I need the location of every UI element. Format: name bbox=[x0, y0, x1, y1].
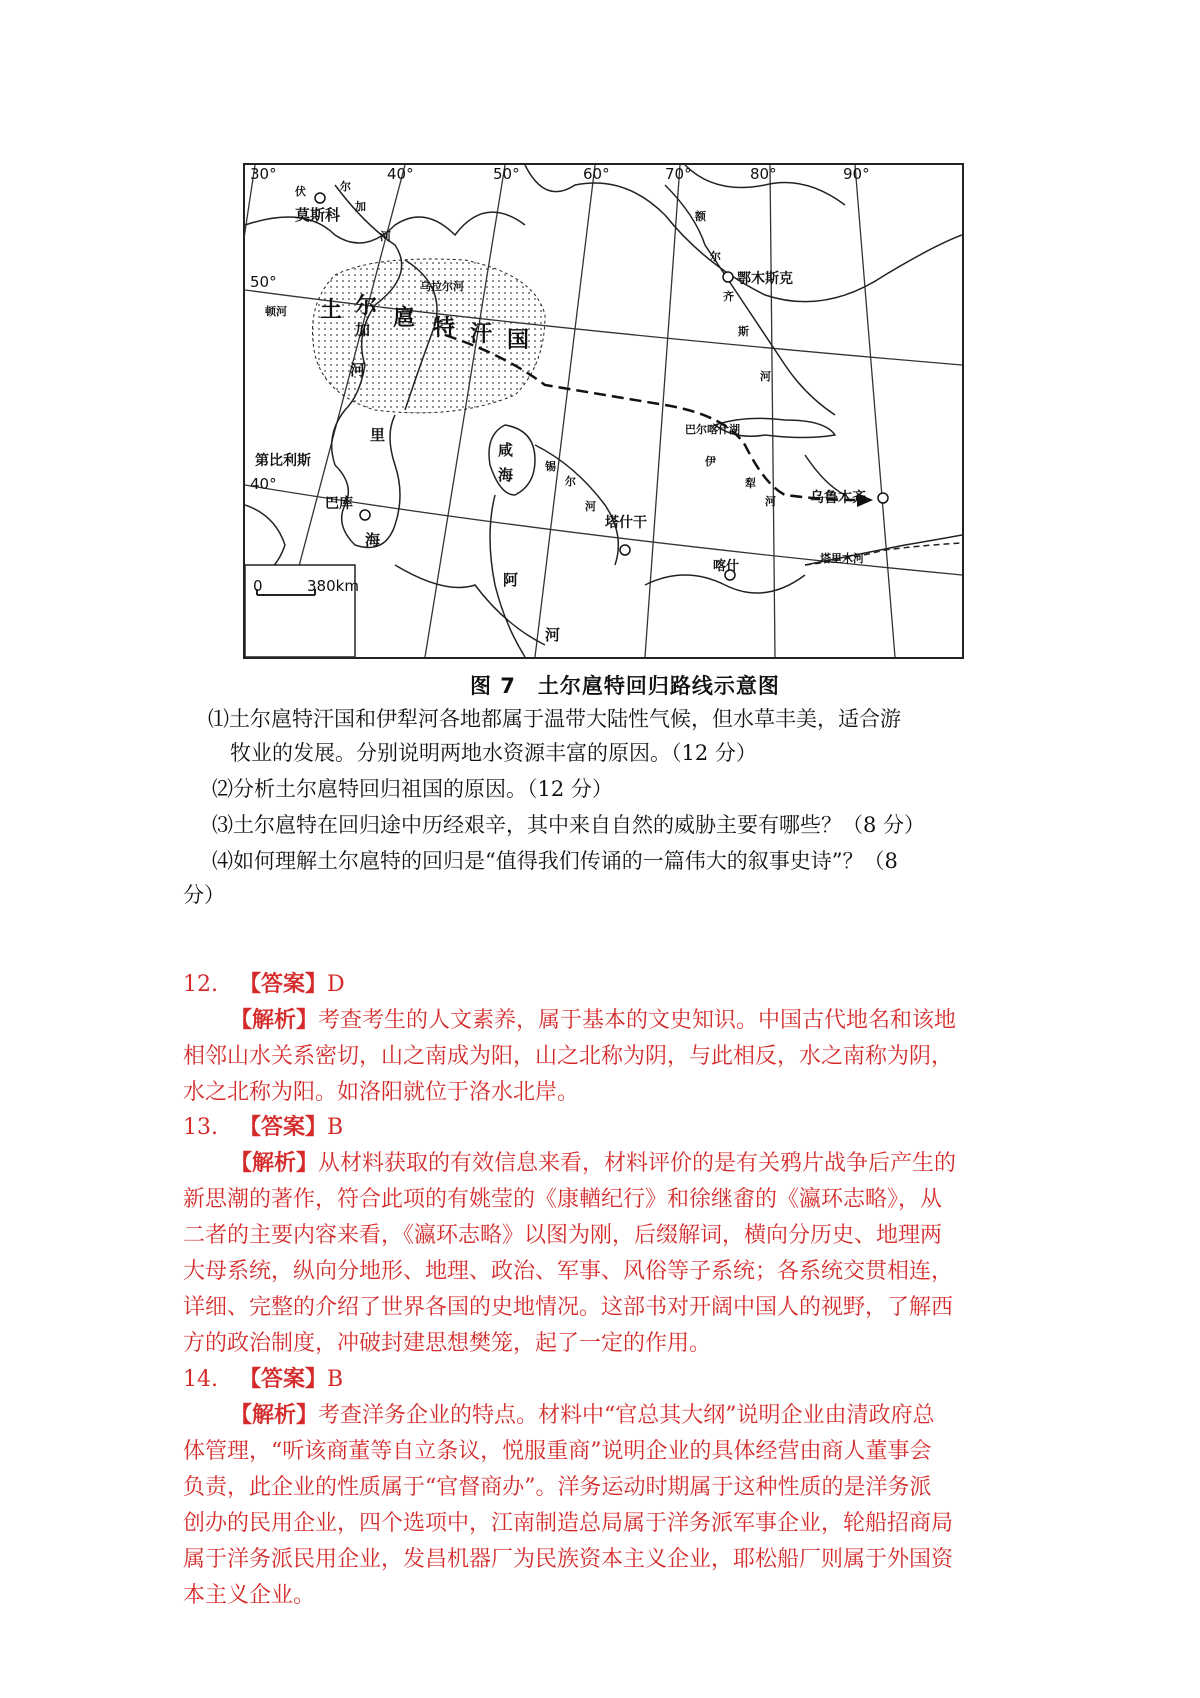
amu-char-2: 河 bbox=[545, 626, 561, 644]
figure-caption: 图 7 土尔扈特回归路线示意图 bbox=[470, 674, 780, 698]
region-char-5: 汗 bbox=[470, 322, 493, 347]
analysis-14-line-1: 【解析】考查洋务企业的特点。材料中“官总其大纲”说明企业由清政府总 bbox=[230, 1402, 935, 1428]
region-char-3: 扈 bbox=[393, 306, 416, 331]
answer-13-tag: 【答案】 bbox=[238, 1114, 327, 1140]
lat-50: 50° bbox=[250, 273, 277, 291]
lon-90: 90° bbox=[843, 165, 870, 183]
volga-lower-char-1: 加 bbox=[355, 321, 371, 339]
irtysh-char-5: 河 bbox=[760, 370, 771, 383]
ili-char-2: 犁 bbox=[745, 477, 756, 490]
answer-12-header bbox=[183, 967, 345, 1002]
region-char-4: 特 bbox=[433, 316, 456, 341]
aral-char-1: 咸 bbox=[498, 441, 514, 459]
analysis-13-line-2: 新思潮的著作，符合此项的有姚莹的《康輶纪行》和徐继畬的《瀛环志略》，从 bbox=[183, 1187, 943, 1212]
analysis-12-line-1: 【解析】考查考生的人文素养，属于基本的文史知识。中国古代地名和该地 bbox=[230, 1007, 957, 1033]
answer-12-num: 12. bbox=[183, 972, 218, 997]
analysis-13-tag: 【解析】 bbox=[230, 1150, 319, 1176]
region-char-2: 尔 bbox=[355, 294, 378, 319]
question-3: ⑶土尔扈特在回归途中历经艰辛，其中来自自然的威胁主要有哪些？（8 分） bbox=[212, 813, 926, 837]
label-urumqi: 乌鲁木齐 bbox=[810, 490, 866, 506]
answer-12-tag: 【答案】 bbox=[238, 971, 327, 997]
irtysh-char-4: 斯 bbox=[738, 325, 749, 338]
answer-14-header bbox=[183, 1362, 343, 1397]
region-char-6: 国 bbox=[507, 328, 530, 353]
lon-80: 80° bbox=[750, 165, 777, 183]
analysis-12-line-3: 水之北称为阳。如洛阳就位于洛水北岸。 bbox=[183, 1080, 580, 1105]
analysis-14-line-6: 本主义企业。 bbox=[183, 1583, 316, 1608]
label-moscow: 莫斯科 bbox=[295, 206, 341, 224]
question-1-line-1: ⑴土尔扈特汗国和伊犁河各地都属于温带大陆性气候，但水草丰美，适合游 bbox=[208, 707, 901, 731]
lon-40: 40° bbox=[387, 165, 414, 183]
caspian-char-2: 海 bbox=[365, 531, 381, 549]
analysis-14-line-4: 创办的民用企业，四个选项中，江南制造总局属于洋务派军事企业，轮船招商局 bbox=[183, 1511, 954, 1536]
ural-label: 乌拉尔河 bbox=[420, 280, 464, 293]
answer-13-value: B bbox=[327, 1115, 344, 1140]
analysis-13-line-3: 二者的主要内容来看，《瀛环志略》以图为刚，后缀解词，横向分历史、地理两 bbox=[183, 1223, 943, 1248]
answer-14-value: B bbox=[327, 1367, 344, 1392]
analysis-14-tag: 【解析】 bbox=[230, 1402, 319, 1428]
aral-char-2: 海 bbox=[498, 466, 514, 484]
analysis-13-line-4: 大母系统，纵向分地形、地理、政治、军事、风俗等子系统；各系统交贯相连， bbox=[183, 1259, 954, 1284]
volga-char-3: 加 bbox=[355, 200, 366, 213]
volga-char-2: 尔 bbox=[340, 180, 351, 193]
question-4-line-2: 分） bbox=[183, 883, 225, 907]
syr-char-1: 锡 bbox=[545, 460, 556, 473]
question-1-line-2: 牧业的发展。分别说明两地水资源丰富的原因。（12 分） bbox=[230, 741, 757, 765]
analysis-14-line-5: 属于洋务派民用企业，发昌机器厂为民族资本主义企业，耶松船厂则属于外国资 bbox=[183, 1547, 954, 1572]
balkhash-label: 巴尔喀什湖 bbox=[685, 423, 740, 436]
ili-char-1: 伊 bbox=[705, 455, 716, 468]
analysis-13-line-6: 方的政治制度，冲破封建思想樊笼，起了一定的作用。 bbox=[183, 1331, 712, 1356]
volga-char-4: 河 bbox=[380, 230, 391, 243]
irtysh-char-2: 尔 bbox=[710, 250, 721, 263]
question-2: ⑵分析土尔扈特回归祖国的原因。（12 分） bbox=[212, 777, 613, 801]
volga-char-1: 伏 bbox=[295, 185, 306, 198]
answer-13-header bbox=[183, 1110, 343, 1145]
label-kashgar: 喀什 bbox=[713, 559, 740, 574]
label-tbilisi: 第比利斯 bbox=[255, 453, 311, 469]
don-label: 顿河 bbox=[265, 305, 287, 318]
label-baku: 巴库 bbox=[325, 496, 353, 512]
irtysh-char-3: 齐 bbox=[723, 290, 734, 303]
scale-zero: 0 bbox=[253, 577, 263, 595]
answer-12-value: D bbox=[327, 972, 345, 997]
analysis-14-line-3: 负责，此企业的性质属于“官督商办”。洋务运动时期属于这种性质的是洋务派 bbox=[183, 1475, 932, 1500]
analysis-13-line-1: 【解析】从材料获取的有效信息来看，材料评价的是有关鸦片战争后产生的 bbox=[230, 1150, 957, 1176]
lon-30: 30° bbox=[250, 165, 277, 183]
syr-char-3: 河 bbox=[585, 500, 596, 513]
tarim-label: 塔里木河 bbox=[820, 552, 864, 565]
syr-char-2: 尔 bbox=[565, 475, 576, 488]
region-char-1: 土 bbox=[320, 298, 343, 323]
analysis-12-tag: 【解析】 bbox=[230, 1007, 319, 1033]
volga-lower-char-2: 河 bbox=[350, 361, 366, 379]
label-omsk: 鄂木斯克 bbox=[737, 271, 793, 287]
ili-char-3: 河 bbox=[765, 495, 776, 508]
answer-14-num: 14. bbox=[183, 1367, 218, 1392]
lon-70: 70° bbox=[665, 165, 692, 183]
lat-40: 40° bbox=[250, 475, 277, 493]
lon-60: 60° bbox=[583, 165, 610, 183]
analysis-13-line-5: 详细、完整的介绍了世界各国的史地情况。这部书对开阔中国人的视野，了解西 bbox=[183, 1295, 954, 1320]
caspian-char-1: 里 bbox=[370, 426, 386, 444]
map-drawing bbox=[245, 165, 962, 657]
lon-50: 50° bbox=[493, 165, 520, 183]
amu-char-1: 阿 bbox=[503, 571, 519, 589]
analysis-14-line-2: 体管理，“听该商董等自立条议，悦服重商”说明企业的具体经营由商人董事会 bbox=[183, 1439, 932, 1464]
analysis-12-line-2: 相邻山水关系密切，山之南成为阳，山之北称为阴，与此相反，水之南称为阴， bbox=[183, 1044, 954, 1069]
irtysh-char-1: 额 bbox=[695, 210, 706, 223]
question-4-line-1: ⑷如何理解土尔扈特的回归是“值得我们传诵的一篇伟大的叙事史诗”？（8 bbox=[212, 849, 898, 873]
scale-value: 380km bbox=[307, 577, 359, 595]
answer-13-num: 13. bbox=[183, 1115, 218, 1140]
label-tashkent: 塔什干 bbox=[605, 515, 647, 531]
route-map bbox=[243, 163, 964, 659]
answer-14-tag: 【答案】 bbox=[238, 1366, 327, 1392]
